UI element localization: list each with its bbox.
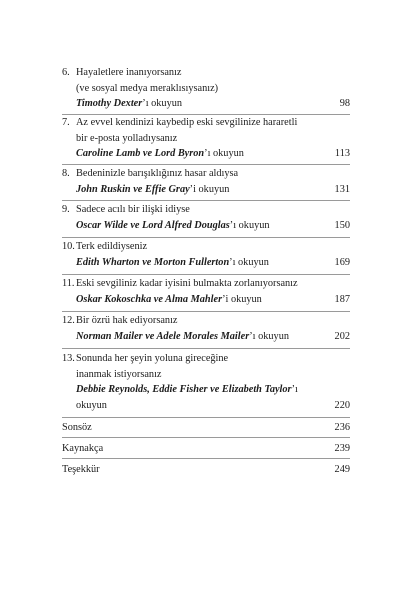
entry-page-number: 150 <box>334 219 350 231</box>
entry-names: Debbie Reynolds, Eddie Fisher ve Elizabeth Taylor <box>76 384 292 395</box>
entry-names-line <box>76 292 344 308</box>
entry-title-line: Sonunda her şeyin yoluna gireceğine <box>76 353 229 364</box>
entry-number: 10. <box>62 241 75 252</box>
divider <box>62 274 350 275</box>
entry-page-number: 98 <box>339 98 350 109</box>
entry-title-line: inanmak istiyorsanız <box>76 368 162 380</box>
divider <box>62 200 350 201</box>
toc-entry-6 <box>62 65 350 112</box>
divider <box>62 437 350 438</box>
entry-title-line: Terk edildiyseniz <box>76 241 148 252</box>
entry-number: 12. <box>62 315 75 326</box>
toc-entry-kaynakca <box>62 441 350 457</box>
toc-entry-sonsoz <box>62 420 350 436</box>
entry-names-line <box>76 96 344 112</box>
entry-number: 11. <box>62 278 75 289</box>
divider <box>62 417 350 418</box>
entry-title-line: Eski sevgiliniz kadar iyisini bulmakta zorlanıyorsanız <box>76 278 298 289</box>
entry-suffix: ’ı <box>291 384 298 395</box>
toc-entry-tesekkur <box>62 462 350 478</box>
toc-entry-7 <box>62 115 350 162</box>
entry-number: 7. <box>62 117 70 128</box>
entry-names-line <box>76 218 344 234</box>
entry-number: 8. <box>62 168 70 179</box>
entry-names-line <box>76 382 344 398</box>
entry-title-line: bir e-posta yolladıysanız <box>76 132 178 144</box>
entry-page-number: 220 <box>334 399 350 411</box>
toc-entry-13 <box>62 351 350 413</box>
entry-title-line: (ve sosyal medya meraklısıysanız) <box>76 82 219 94</box>
divider <box>62 458 350 459</box>
divider <box>62 164 350 165</box>
divider <box>62 311 350 312</box>
entry-names: Timothy Dexter <box>76 98 143 109</box>
entry-names: Oscar Wilde ve Lord Alfred Douglas <box>76 219 230 231</box>
entry-names-line <box>76 182 344 198</box>
toc-entry-12 <box>62 313 350 344</box>
entry-number: 9. <box>62 204 70 215</box>
entry-number: 6. <box>62 67 70 78</box>
entry-page-number: 169 <box>334 256 350 268</box>
entry-names: Edith Wharton ve Morton Fullerton <box>76 256 230 268</box>
entry-suffix: ’ı okuyun <box>229 256 269 268</box>
entry-names: Caroline Lamb ve Lord Byron <box>76 148 205 159</box>
entry-page-number: 113 <box>334 148 350 159</box>
toc-entry-10 <box>62 239 350 270</box>
entry-number: 13. <box>62 353 75 364</box>
entry-suffix: ’i okuyun <box>222 293 262 305</box>
entry-label: Teşekkür <box>62 464 100 475</box>
entry-suffix: ’ı okuyun <box>249 330 289 342</box>
toc-entry-11 <box>62 276 350 307</box>
entry-names-line <box>76 255 344 271</box>
entry-title-line: Bir özrü hak ediyorsanız <box>76 315 178 326</box>
entry-names-line <box>76 329 344 345</box>
entry-suffix: ’ı okuyun <box>204 148 244 159</box>
entry-names-line <box>76 146 344 162</box>
entry-title-line: Sadece acılı bir ilişki idiyse <box>76 204 190 215</box>
divider <box>62 348 350 349</box>
toc-entry-8 <box>62 166 350 197</box>
entry-extra-line: okuyun <box>76 399 107 411</box>
entry-suffix: ’ı okuyun <box>142 98 183 109</box>
entry-page-number: 239 <box>334 443 350 454</box>
entry-title-line: Az evvel kendinizi kaybedip eski sevgilinize hararetli <box>76 117 298 128</box>
entry-label: Kaynakça <box>62 443 104 454</box>
entry-page-number: 131 <box>334 183 350 195</box>
entry-names: John Ruskin ve Effie Gray <box>76 183 190 195</box>
entry-title-line: Hayaletlere inanıyorsanız <box>76 67 182 78</box>
entry-suffix: ’ı okuyun <box>229 219 270 231</box>
entry-names: Oskar Kokoschka ve Alma Mahler <box>76 293 223 305</box>
divider <box>62 237 350 238</box>
entry-page-number: 202 <box>334 330 350 342</box>
entry-page-number: 187 <box>334 293 350 305</box>
entry-title-line: Bedeninizle barışıklığınız hasar aldıysa <box>76 168 239 179</box>
entry-page-number: 236 <box>334 422 350 433</box>
toc-entry-9 <box>62 202 350 233</box>
entry-suffix: ’i okuyun <box>189 183 230 195</box>
entry-label: Sonsöz <box>62 422 92 433</box>
entry-page-number: 249 <box>334 464 350 475</box>
entry-names: Norman Mailer ve Adele Morales Mailer <box>76 330 250 342</box>
